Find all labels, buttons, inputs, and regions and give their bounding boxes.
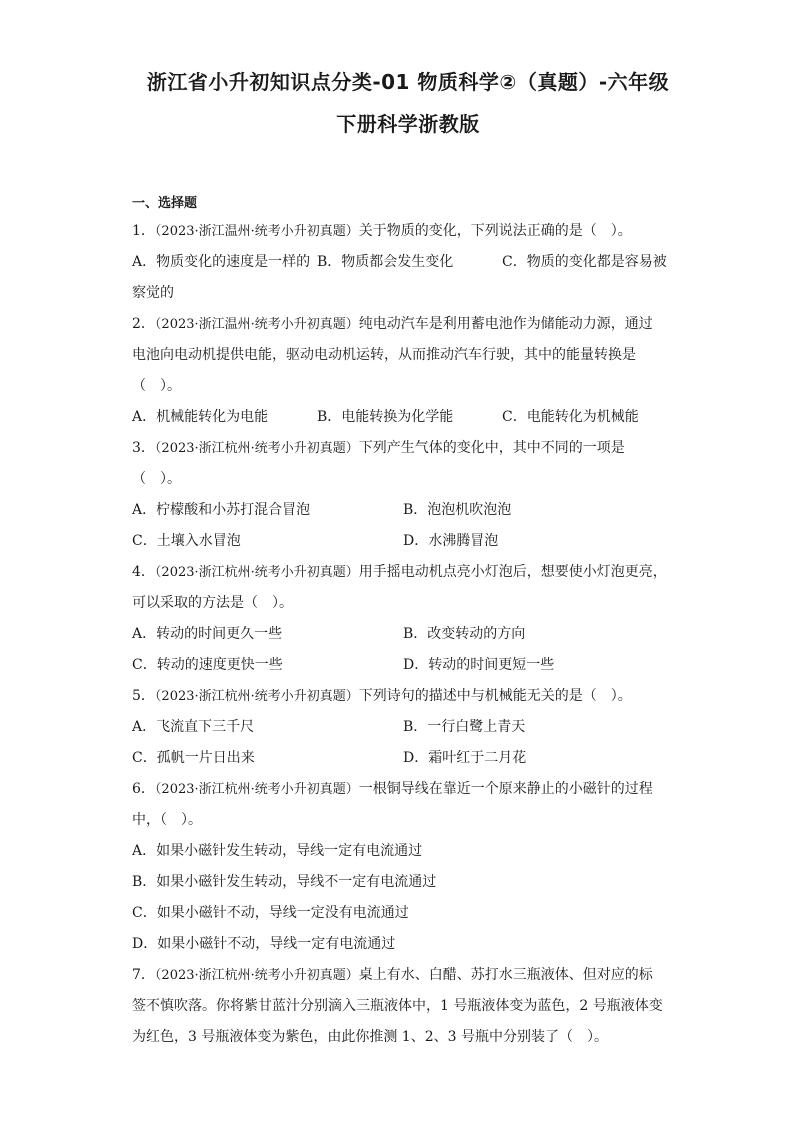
question-stem-line: 可以采取的方法是（ ）。 bbox=[132, 595, 293, 611]
question-stem: 下列诗句的描述中与机械能无关的是（ ）。 bbox=[358, 688, 632, 704]
option-c: C．电能转化为机械能 bbox=[502, 409, 639, 425]
question-stem: 关于物质的变化，下列说法正确的是（ ）。 bbox=[358, 223, 632, 239]
question-5 bbox=[132, 681, 674, 712]
question-stem-line: 签不慎吹落。你将紫甘蓝汁分别滴入三瓶液体中，1 号瓶液体变为蓝色，2 号瓶液体变 bbox=[132, 998, 663, 1014]
option-d: D．水沸腾冒泡 bbox=[403, 533, 499, 549]
option-c: C．物质的变化都是容易被 bbox=[502, 254, 667, 270]
question-number: 2． bbox=[132, 316, 155, 332]
option-c: C．孤帆一片日出来 bbox=[132, 750, 255, 766]
option-c: C．如果小磁针不动，导线一定没有电流通过 bbox=[132, 905, 409, 921]
question-stem-line: （ ）。 bbox=[132, 471, 181, 487]
question-number: 6． bbox=[132, 781, 155, 797]
document-title bbox=[132, 62, 684, 144]
option-c-continuation: 察觉的 bbox=[132, 285, 174, 301]
title-line-2: 下册科学浙教版 bbox=[336, 112, 480, 136]
question-number: 3． bbox=[132, 440, 155, 456]
question-source: （2023·浙江温州·统考小升初真题） bbox=[154, 224, 359, 239]
question-1 bbox=[132, 216, 674, 247]
question-source: （2023·浙江温州·统考小升初真题） bbox=[154, 317, 359, 332]
question-source: （2023·浙江杭州·统考小升初真题） bbox=[154, 689, 359, 704]
option-a: A．飞流直下三千尺 bbox=[132, 719, 255, 735]
question-source: （2023·浙江杭州·统考小升初真题） bbox=[154, 441, 359, 456]
option-d: D．霜叶红于二月花 bbox=[403, 750, 527, 766]
option-b: B．泡泡机吹泡泡 bbox=[403, 502, 512, 518]
question-stem: 桌上有水、白醋、苏打水三瓶液体、但对应的标 bbox=[358, 967, 653, 983]
question-3-options-row-2 bbox=[132, 526, 674, 557]
question-source: （2023·浙江杭州·统考小升初真题） bbox=[154, 968, 359, 983]
question-stem: 一根铜导线在靠近一个原来静止的小磁针的过程 bbox=[358, 781, 653, 797]
question-stem: 下列产生气体的变化中，其中不同的一项是 bbox=[358, 440, 625, 456]
question-6 bbox=[132, 774, 674, 805]
question-3-options-row-1 bbox=[132, 495, 674, 526]
question-stem-line: （ ）。 bbox=[132, 378, 181, 394]
question-5-options-row-2 bbox=[132, 743, 674, 774]
option-d: D．如果小磁针不动，导线一定有电流通过 bbox=[132, 936, 396, 952]
option-c: C．转动的速度更快一些 bbox=[132, 657, 283, 673]
section-heading: 一、选择题 bbox=[132, 196, 198, 211]
option-c: C．土壤入水冒泡 bbox=[132, 533, 241, 549]
question-source: （2023·浙江杭州·统考小升初真题） bbox=[154, 565, 359, 580]
question-number: 7． bbox=[132, 967, 155, 983]
question-stem: 纯电动汽车是利用蓄电池作为储能动力源，通过 bbox=[358, 316, 653, 332]
option-a: A．转动的时间更久一些 bbox=[132, 626, 283, 642]
question-4-options-row-1 bbox=[132, 619, 674, 650]
question-2 bbox=[132, 309, 674, 340]
question-stem: 用手摇电动机点亮小灯泡后，想要使小灯泡更亮， bbox=[358, 564, 667, 580]
option-b: B．如果小磁针发生转动，导线不一定有电流通过 bbox=[132, 874, 437, 890]
question-stem-line: 中，（ ）。 bbox=[132, 812, 202, 828]
question-number: 1． bbox=[132, 223, 155, 239]
option-d: D．转动的时间更短一些 bbox=[403, 657, 555, 673]
question-stem-line: 为红色，3 号瓶液体变为紫色，由此你推测 1、2、3 号瓶中分别装了（ ）。 bbox=[132, 1029, 608, 1045]
question-1-options bbox=[132, 247, 674, 278]
question-stem-line: 电池向电动机提供电能，驱动电动机运转，从而推动汽车行驶，其中的能量转换是 bbox=[132, 347, 636, 363]
option-a: A．如果小磁针发生转动，导线一定有电流通过 bbox=[132, 843, 423, 859]
question-2-options bbox=[132, 402, 674, 433]
question-7 bbox=[132, 960, 674, 991]
question-source: （2023·浙江杭州·统考小升初真题） bbox=[154, 782, 359, 797]
option-a: A．机械能转化为电能 bbox=[132, 409, 269, 425]
question-5-options-row-1 bbox=[132, 712, 674, 743]
question-3 bbox=[132, 433, 674, 464]
option-b: B．电能转换为化学能 bbox=[317, 409, 454, 425]
option-b: B．物质都会发生变化 bbox=[317, 254, 454, 270]
question-4-options-row-2 bbox=[132, 650, 674, 681]
question-4 bbox=[132, 557, 674, 588]
option-b: B．一行白鹭上青天 bbox=[403, 719, 526, 735]
question-number: 5． bbox=[132, 688, 155, 704]
question-number: 4． bbox=[132, 564, 155, 580]
option-b: B．改变转动的方向 bbox=[403, 626, 526, 642]
option-a: A．物质变化的速度是一样的 bbox=[132, 254, 311, 270]
title-line-1: 浙江省小升初知识点分类-01 物质科学②（真题）-六年级 bbox=[146, 70, 670, 94]
option-a: A．柠檬酸和小苏打混合冒泡 bbox=[132, 502, 311, 518]
